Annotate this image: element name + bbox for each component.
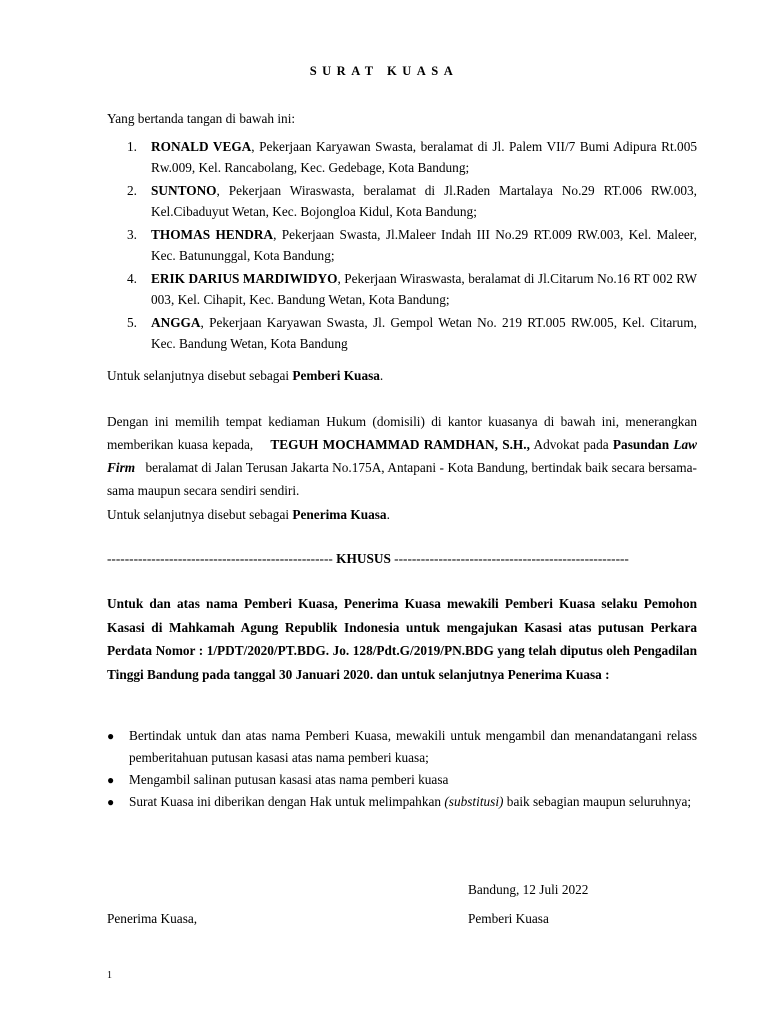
definition-prefix: Untuk selanjutnya disebut sebagai — [107, 368, 293, 383]
firm-name-italic: Law Firm — [107, 437, 698, 475]
list-item-text-pre: Surat Kuasa ini diberikan dengan Hak untuk melimpahkan — [129, 794, 445, 809]
party-item — [107, 136, 697, 178]
party-number: 5. — [127, 315, 137, 330]
list-item-text-post: baik sebagian maupun seluruhnya; — [503, 794, 692, 809]
pemberi-kuasa-definition — [107, 365, 697, 386]
parties-list — [107, 136, 697, 356]
party-item — [107, 224, 697, 266]
separator-dashes-left: --------------------------------------------------- — [107, 551, 333, 566]
penerima-kuasa-signature-label: Penerima Kuasa, — [107, 911, 198, 926]
bullet-icon: ● — [107, 729, 115, 743]
advokat-prefix: Advokat pada — [533, 437, 613, 452]
party-name: SUNTONO — [151, 183, 217, 198]
bullet-icon: ● — [107, 795, 115, 809]
list-item-text: Bertindak untuk dan atas nama Pemberi Kuasa, mewakili untuk mengambil dan menandatangani relass pemberitahuan putusan kasasi atas nama pemberi kuasa; — [129, 728, 697, 765]
party-item — [107, 268, 697, 310]
party-details: , Pekerjaan Karyawan Swasta, beralamat di Jl. Palem VII/7 Bumi Adipura Rt.005 Rw.009, Kel. Rancabolang, Kec. Gedebage, Kota Bandung; — [151, 139, 698, 175]
intro-text: Yang bertanda tangan di bawah ini: — [107, 111, 296, 126]
list-item-text: Mengambil salinan putusan kasasi atas nama pemberi kuasa — [129, 772, 449, 787]
party-text — [151, 312, 697, 354]
penerima-kuasa-definition — [107, 504, 697, 525]
domisili-paragraph — [107, 410, 697, 502]
pemberi-kuasa-term: Pemberi Kuasa — [292, 368, 380, 383]
party-name: THOMAS HENDRA — [151, 227, 274, 242]
party-details: , Pekerjaan Wiraswasta, beralamat di Jl.Raden Martalaya No.29 RT.006 RW.003, Kel.Cibaduyut Wetan, Kec. Bojongloa Kidul, Kota Bandung; — [151, 183, 697, 219]
separator-dashes-right: ----------------------------------------------------- — [394, 551, 629, 566]
party-name: ERIK DARIUS MARDIWIDYO — [151, 271, 338, 286]
party-text — [151, 136, 697, 178]
party-name: RONALD VEGA — [151, 139, 252, 154]
document-title: SURAT KUASA — [309, 64, 459, 78]
lawyer-name: TEGUH MOCHAMMAD RAMDHAN, S.H., — [270, 437, 530, 452]
list-item — [107, 769, 697, 791]
pemberi-kuasa-signature-label: Pemberi Kuasa — [468, 911, 549, 926]
place-date: Bandung, 12 Juli 2022 — [468, 882, 589, 897]
list-item — [107, 791, 697, 813]
party-item — [107, 312, 697, 354]
definition-suffix: . — [386, 507, 390, 522]
khusus-heading: KHUSUS — [336, 551, 391, 566]
penerima-kuasa-term: Penerima Kuasa — [292, 507, 387, 522]
party-text — [151, 180, 697, 222]
authority-list — [107, 725, 697, 813]
bullet-icon: ● — [107, 773, 115, 787]
party-details: , Pekerjaan Swasta, Jl.Maleer Indah III No.29 RT.009 RW.003, Kel. Maleer, Kec. Batununggal, Kota Bandung; — [151, 227, 697, 263]
party-details: , Pekerjaan Karyawan Swasta, Jl. Gempol Wetan No. 219 RT.005 RW.005, Kel. Citarum, Kec. Bandung Wetan, Kota Bandung — [151, 315, 697, 351]
definition-suffix: . — [379, 368, 384, 383]
party-number: 2. — [127, 183, 137, 198]
party-text — [151, 224, 697, 266]
party-name: ANGGA — [151, 315, 201, 330]
main-paragraph: Untuk dan atas nama Pemberi Kuasa, Penerima Kuasa mewakili Pemberi Kuasa selaku Pemohon Kasasi di Mahkamah Agung Republik Indonesia untuk mengajukan Kasasi atas putusan Perkara Perdata Nomor : 1/PDT/2020/PT.BDG. Jo. 128/Pdt.G/2019/PN.BDG yang telah diputus oleh Pengadilan Tinggi Bandung pada tanggal 30 Januari 2020. dan untuk selanjutnya Penerima Kuasa : — [107, 596, 697, 682]
substitusi-term: (substitusi) — [444, 794, 504, 809]
list-item — [107, 725, 697, 769]
party-text — [151, 268, 697, 310]
domisili-text: Dengan ini memilih tempat kediaman Hukum (domisili) di kantor kuasanya di bawah ini, menerangkan memberikan kuasa kepada, — [107, 414, 697, 452]
party-details: , Pekerjaan Wiraswasta, beralamat di Jl.Citarum No.16 RT 002 RW 003, Kel. Cihapit, Kec. Bandung Wetan, Kota Bandung; — [151, 271, 697, 307]
khusus-separator — [107, 549, 697, 569]
party-number: 4. — [127, 271, 137, 286]
address-text: beralamat di Jalan Terusan Jakarta No.175A, Antapani - Kota Bandung, bertindak baik secara bersama-sama maupun secara sendiri sendiri. — [107, 460, 697, 498]
page-number: 1 — [107, 970, 112, 981]
definition-prefix: Untuk selanjutnya disebut sebagai — [107, 507, 293, 522]
party-number: 3. — [127, 227, 137, 242]
list-item-text — [129, 791, 697, 813]
firm-name: Pasundan — [612, 437, 670, 452]
party-number: 1. — [127, 139, 137, 154]
party-item — [107, 180, 697, 222]
